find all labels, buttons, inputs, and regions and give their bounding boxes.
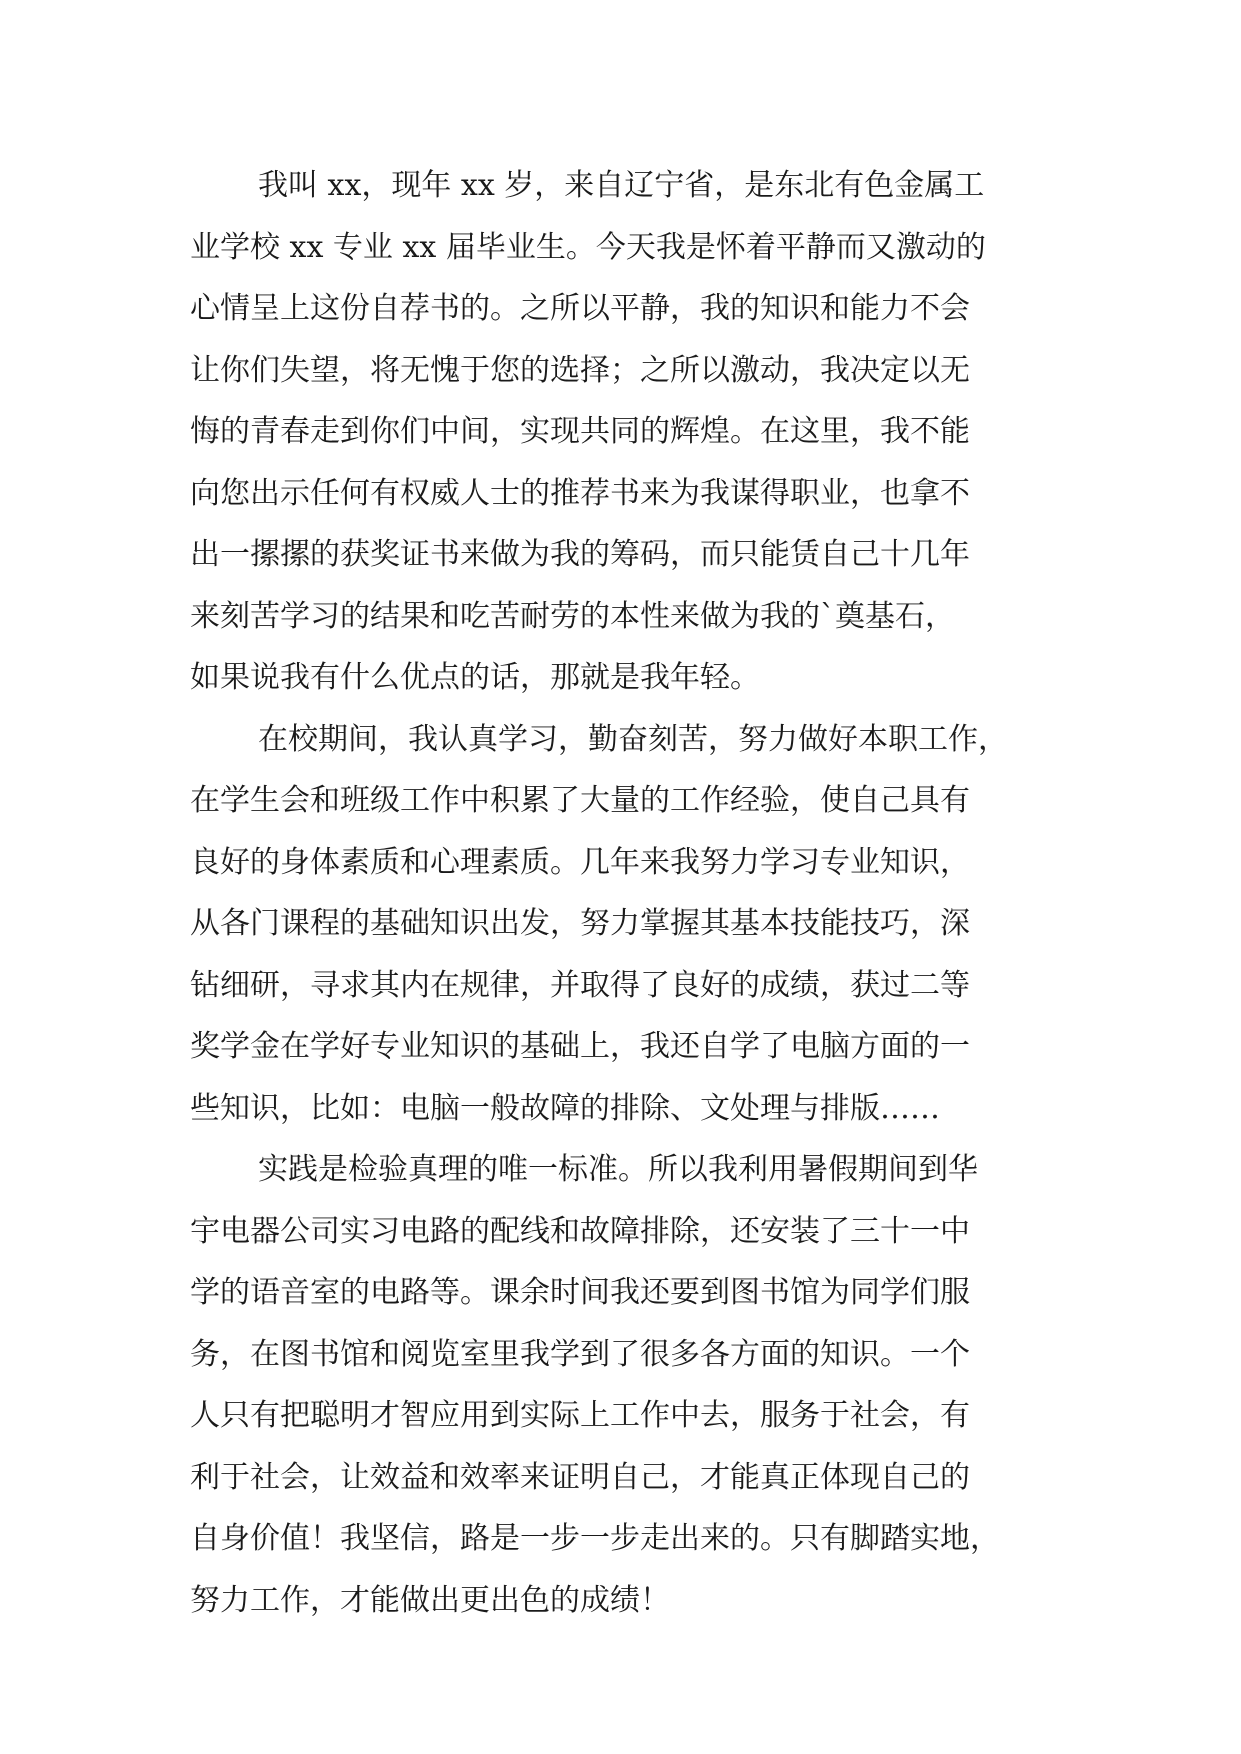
text-line: 如果说我有什么优点的话，那就是我年轻。 (190, 660, 760, 695)
text-line: 务，在图书馆和阅览室里我学到了很多各方面的知识。一个 (190, 1336, 970, 1372)
text-line: 利于社会，让效益和效率来证明自己，才能真正体现自己的 (190, 1459, 970, 1495)
text-line: 在校期间，我认真学习，勤奋刻苦，努力做好本职工作， (258, 721, 1008, 757)
text-line: 自身价值！我坚信，路是一步一步走出来的。只有脚踏实地， (190, 1521, 1000, 1556)
paragraph-school (190, 709, 1060, 1140)
paragraph-practice (190, 1139, 1060, 1631)
text-line: 努力工作，才能做出更出色的成绩！ (190, 1582, 670, 1618)
document-body (190, 155, 1060, 1631)
text-line: 出一摞摞的获奖证书来做为我的筹码，而只能赁自己十几年 (190, 537, 970, 572)
text-line: 我叫 xx，现年 xx 岁，来自辽宁省，是东北有色金属工 (258, 168, 985, 203)
text-line: 些知识，比如：电脑一般故障的排除、文处理与排版…… (190, 1090, 940, 1126)
text-line: 向您出示任何有权威人士的推荐书来为我谋得职业，也拿不 (190, 475, 970, 511)
text-line: 心情呈上这份自荐书的。之所以平静，我的知识和能力不会 (190, 291, 970, 326)
text-line: 人只有把聪明才智应用到实际上工作中去，服务于社会，有 (190, 1398, 970, 1433)
text-line: 业学校 xx 专业 xx 届毕业生。今天我是怀着平静而又激动的 (190, 229, 986, 265)
text-line: 奖学金在学好专业知识的基础上，我还自学了电脑方面的一 (190, 1029, 970, 1064)
text-line: 学的语音室的电路等。课余时间我还要到图书馆为同学们服 (190, 1275, 970, 1310)
text-line: 良好的身体素质和心理素质。几年来我努力学习专业知识， (190, 844, 970, 880)
text-line: 来刻苦学习的结果和吃苦耐劳的本性来做为我的`奠基石， (190, 598, 955, 634)
text-line: 钻细研，寻求其内在规律，并取得了良好的成绩，获过二等 (190, 967, 970, 1003)
text-line: 宇电器公司实习电路的配线和故障排除，还安装了三十一中 (190, 1213, 970, 1249)
text-line: 从各门课程的基础知识出发，努力掌握其基本技能技巧，深 (190, 906, 970, 941)
text-line: 实践是检验真理的唯一标准。所以我利用暑假期间到华 (258, 1152, 978, 1187)
text-line: 悔的青春走到你们中间，实现共同的辉煌。在这里，我不能 (190, 414, 970, 449)
paragraph-intro (190, 155, 1060, 709)
text-line: 在学生会和班级工作中积累了大量的工作经验，使自己具有 (190, 783, 970, 818)
text-line: 让你们失望，将无愧于您的选择；之所以激动，我决定以无 (190, 352, 970, 388)
